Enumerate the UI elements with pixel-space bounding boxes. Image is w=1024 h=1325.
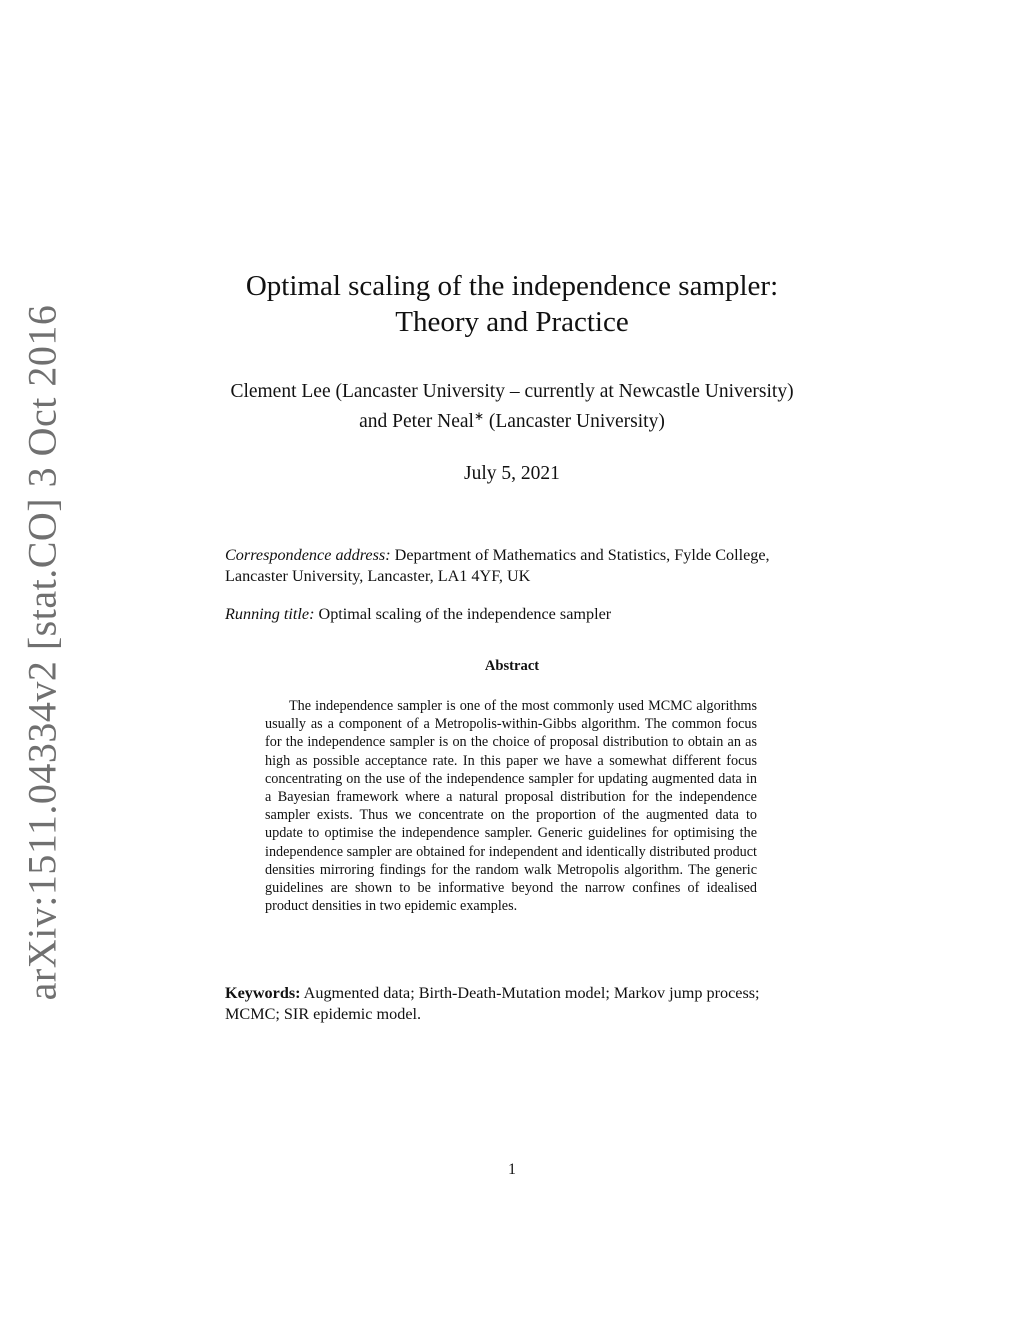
running-title-label: Running title: bbox=[225, 605, 315, 623]
correspondence-address bbox=[225, 545, 800, 587]
author-line-1: Clement Lee (Lancaster University – currently at Newcastle University) bbox=[230, 381, 794, 402]
running-title-text: Optimal scaling of the independence sampler bbox=[314, 605, 612, 623]
keywords-text: Augmented data; Birth-Death-Mutation model; Markov jump process; MCMC; SIR epidemic model. bbox=[225, 984, 760, 1023]
running-title bbox=[225, 604, 800, 625]
paper-date: July 5, 2021 bbox=[464, 463, 560, 484]
arxiv-identifier-stamp bbox=[12, 304, 72, 1001]
author-line-2-suffix: (Lancaster University) bbox=[484, 411, 665, 432]
keywords-label: Keywords: bbox=[225, 984, 301, 1002]
paper-title bbox=[0, 268, 1024, 340]
arxiv-identifier-text: arXiv:1511.04334v2 [stat.CO] 3 Oct 2016 bbox=[19, 304, 65, 1001]
paper-title-line-1: Optimal scaling of the independence sampler: bbox=[245, 270, 779, 302]
abstract-heading: Abstract bbox=[484, 658, 540, 674]
page-number: 1 bbox=[508, 1161, 516, 1178]
keywords bbox=[225, 983, 800, 1025]
correspondence-label: Correspondence address: bbox=[225, 546, 391, 564]
corresponding-author-mark: ∗ bbox=[473, 409, 484, 423]
author-line-2 bbox=[0, 404, 1024, 434]
abstract-body: The independence sampler is one of the most commonly used MCMC algorithms usually as a component of a Metropolis-within-Gibbs algorithm. The common focus for the independence sampler is on the choice of proposal distribution to obtain an as high as possible acceptance rate. In this paper we have a somewhat different focus concentrating on the use of the independence sampler for updating augmented data in a Bayesian framework where a natural proposal distribution for the independence sampler exists. Thus we concentrate on the proportion of the augmented data to update to optimise the independence sampler. Generic guidelines for optimising the independence sampler are obtained for independent and identically distributed product densities mirroring findings for the random walk Metropolis algorithm. The generic guidelines are shown to be informative beyond the narrow confines of idealised product densities in two epidemic examples. bbox=[265, 698, 757, 915]
correspondence-text: Department of Mathematics and Statistics, Fylde College, Lancaster University, Lancaster, LA1 4YF, UK bbox=[225, 546, 770, 585]
author-line-2-prefix: and Peter Neal bbox=[359, 411, 474, 432]
paper-title-line-2: Theory and Practice bbox=[395, 306, 629, 338]
author-block bbox=[0, 380, 1024, 434]
